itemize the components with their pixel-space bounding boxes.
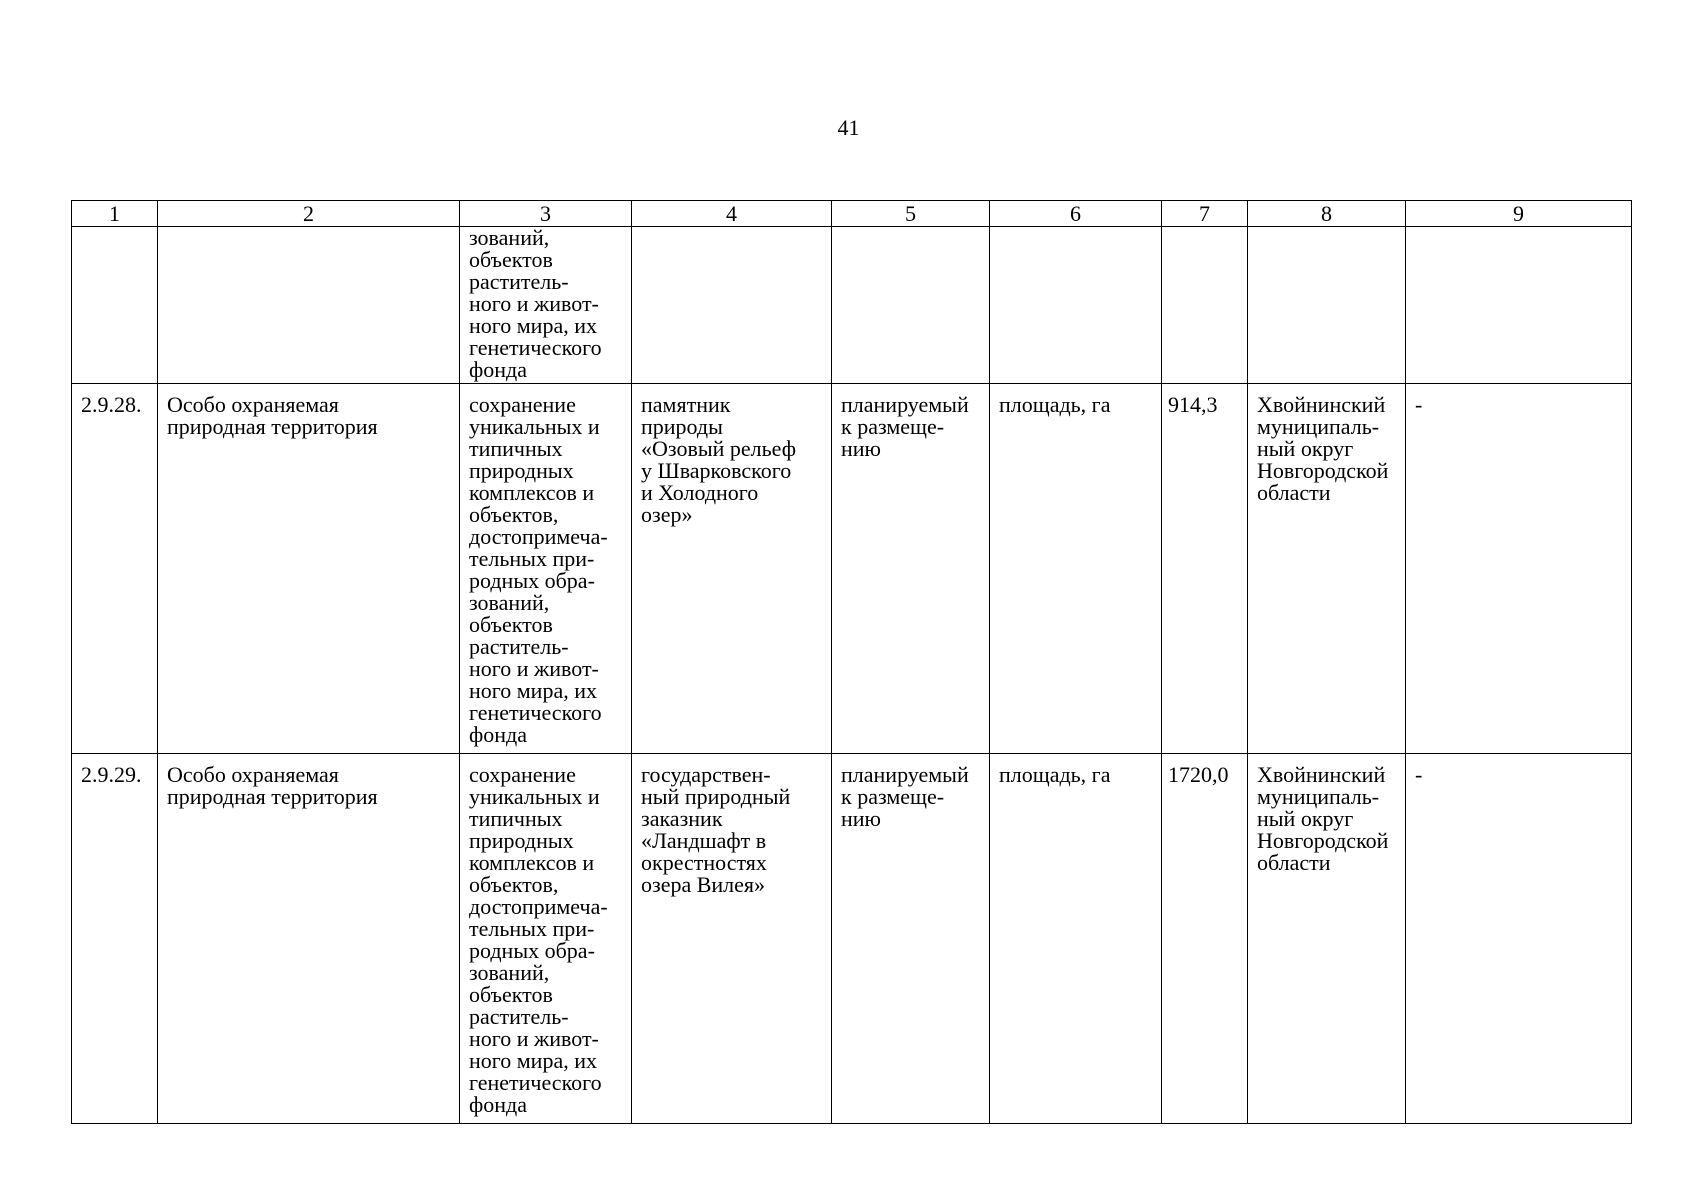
name-cell — [632, 384, 832, 754]
cell-line: генетического — [469, 700, 602, 725]
column-header: 1 — [72, 201, 158, 227]
table-cell — [632, 227, 832, 384]
purpose-cell — [460, 227, 632, 384]
zone-cell: - — [1406, 754, 1632, 1124]
cell-line: Новгородской — [1257, 828, 1389, 853]
header-row — [72, 201, 1632, 227]
cell-line: тельных при- — [469, 546, 595, 571]
cell-line: «Ландшафт в — [641, 828, 767, 853]
cell-line: генетического — [469, 1070, 602, 1095]
cell-line: уникальных и — [469, 414, 600, 439]
cell-line: муниципаль- — [1257, 414, 1380, 439]
characteristic-cell: площадь, га — [990, 754, 1162, 1124]
cell-line: у Шварковского — [641, 458, 792, 483]
cell-line: объектов — [469, 247, 553, 272]
table-row — [72, 754, 1632, 1124]
table-cell — [990, 227, 1162, 384]
cell-line: ного мира, их — [469, 1048, 597, 1073]
cell-line: природная территория — [167, 414, 378, 439]
cell-line: ного и живот- — [469, 656, 599, 681]
table-cell — [1406, 227, 1632, 384]
value-cell: 1720,0 — [1162, 754, 1248, 1124]
table-cell — [158, 227, 460, 384]
status-cell — [832, 384, 990, 754]
column-header: 4 — [632, 201, 832, 227]
cell-line: зований, — [469, 590, 550, 615]
cell-line: планируемый — [841, 762, 969, 787]
name-cell — [632, 754, 832, 1124]
cell-line: Хвойнинский — [1257, 762, 1386, 787]
table-cell — [1162, 227, 1248, 384]
cell-line: типичных — [469, 806, 563, 831]
cell-line: родных обра- — [469, 568, 595, 593]
cell-line: объектов, — [469, 872, 559, 897]
data-table — [71, 200, 1632, 1124]
column-header: 6 — [990, 201, 1162, 227]
cell-line: области — [1257, 850, 1331, 875]
cell-line: раститель- — [469, 269, 569, 294]
table-cell — [832, 227, 990, 384]
cell-line: природных — [469, 828, 574, 853]
purpose-cell — [460, 754, 632, 1124]
cell-line: ный природный — [641, 784, 791, 809]
table-row-continued — [72, 227, 1632, 384]
cell-line: достопримеча- — [469, 894, 608, 919]
cell-line: озер» — [641, 502, 693, 527]
cell-line: генетического — [469, 335, 602, 360]
cell-line: фонда — [469, 357, 527, 382]
cell-line: природных — [469, 458, 574, 483]
column-header: 2 — [158, 201, 460, 227]
cell-line: ный округ — [1257, 436, 1354, 461]
cell-line: Особо охраняемая — [167, 762, 339, 787]
cell-line: зований, — [469, 960, 550, 985]
status-cell — [832, 754, 990, 1124]
cell-line: Хвойнинский — [1257, 392, 1386, 417]
type-cell — [158, 754, 460, 1124]
column-header: 7 — [1162, 201, 1248, 227]
zone-cell: - — [1406, 384, 1632, 754]
cell-line: окрестностях — [641, 850, 767, 875]
cell-line: фонда — [469, 1092, 527, 1117]
column-header: 8 — [1248, 201, 1406, 227]
cell-line: объектов — [469, 612, 553, 637]
cell-line: Особо охраняемая — [167, 392, 339, 417]
cell-line: раститель- — [469, 1004, 569, 1029]
cell-line: уникальных и — [469, 784, 600, 809]
cell-line: ного мира, их — [469, 678, 597, 703]
cell-line: зований, — [469, 225, 550, 250]
cell-line: к размеще- — [841, 784, 945, 809]
location-cell — [1248, 384, 1406, 754]
cell-line: достопримеча- — [469, 524, 608, 549]
cell-line: объектов, — [469, 502, 559, 527]
cell-line: сохранение — [469, 392, 576, 417]
table-cell — [72, 227, 158, 384]
cell-line: Новгородской — [1257, 458, 1389, 483]
cell-line: сохранение — [469, 762, 576, 787]
cell-line: природная территория — [167, 784, 378, 809]
cell-line: ного и живот- — [469, 1026, 599, 1051]
cell-line: природы — [641, 414, 723, 439]
table-row — [72, 384, 1632, 754]
purpose-cell — [460, 384, 632, 754]
cell-line: ного мира, их — [469, 313, 597, 338]
table-cell — [1248, 227, 1406, 384]
cell-line: «Озовый рельеф — [641, 436, 796, 461]
page-number: 41 — [837, 115, 860, 140]
cell-line: и Холодного — [641, 480, 759, 505]
cell-line: государствен- — [641, 762, 771, 787]
type-cell — [158, 384, 460, 754]
row-number-cell: 2.9.29. — [72, 754, 158, 1124]
cell-line: фонда — [469, 722, 527, 747]
location-cell — [1248, 754, 1406, 1124]
cell-line: комплексов и — [469, 850, 595, 875]
cell-line: ного и живот- — [469, 291, 599, 316]
cell-line: области — [1257, 480, 1331, 505]
value-cell: 914,3 — [1162, 384, 1248, 754]
cell-line: тельных при- — [469, 916, 595, 941]
cell-line: муниципаль- — [1257, 784, 1380, 809]
characteristic-cell: площадь, га — [990, 384, 1162, 754]
column-header: 5 — [832, 201, 990, 227]
cell-line: озера Вилея» — [641, 872, 766, 897]
column-header: 3 — [460, 201, 632, 227]
cell-line: заказник — [641, 806, 723, 831]
cell-line: планируемый — [841, 392, 969, 417]
cell-line: к размеще- — [841, 414, 945, 439]
cell-line: объектов — [469, 982, 553, 1007]
cell-line: комплексов и — [469, 480, 595, 505]
cell-line: типичных — [469, 436, 563, 461]
cell-line: ный округ — [1257, 806, 1354, 831]
cell-line: памятник — [641, 392, 731, 417]
column-header: 9 — [1406, 201, 1632, 227]
row-number-cell: 2.9.28. — [72, 384, 158, 754]
cell-line: родных обра- — [469, 938, 595, 963]
cell-line: нию — [841, 436, 881, 461]
cell-line: нию — [841, 806, 881, 831]
cell-line: раститель- — [469, 634, 569, 659]
